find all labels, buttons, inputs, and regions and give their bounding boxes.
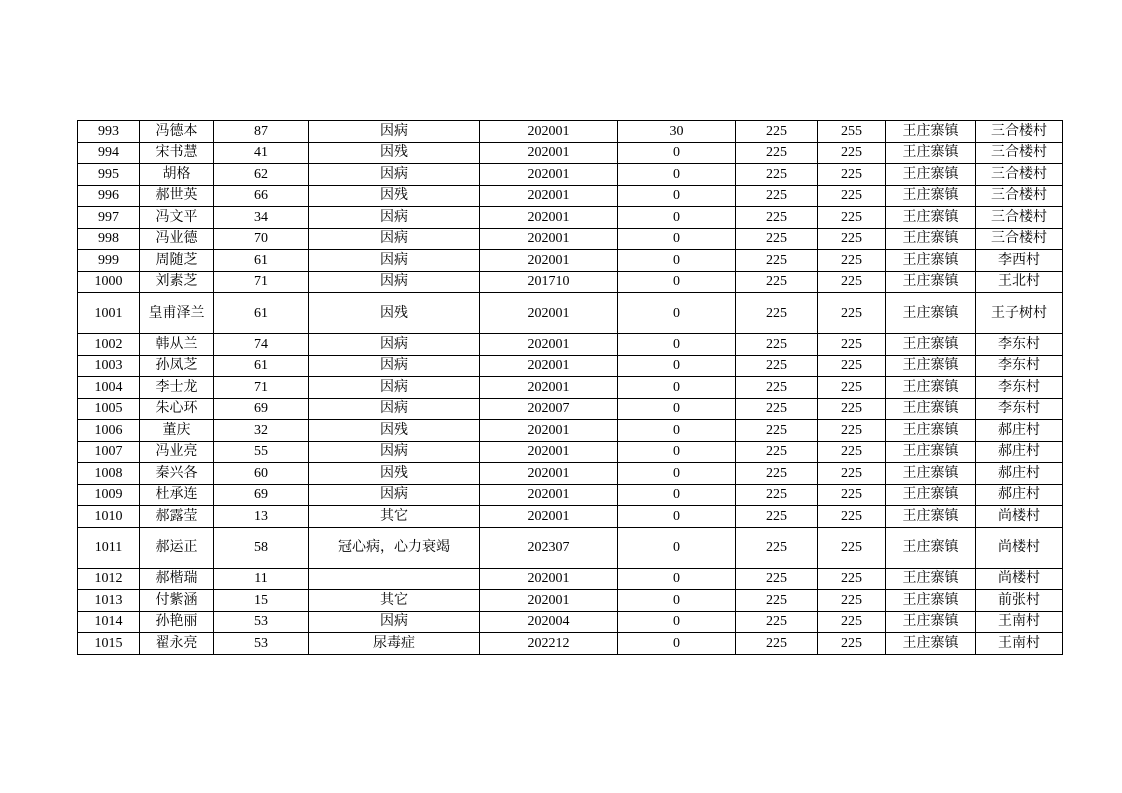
cell-amount-a: 0 (618, 377, 736, 399)
cell-reason: 因病 (309, 164, 480, 186)
table-row (78, 441, 1063, 463)
table-row (78, 121, 1063, 143)
cell-date: 202001 (480, 463, 618, 485)
cell-serial-number: 1012 (78, 568, 140, 590)
cell-age: 53 (214, 633, 309, 655)
cell-amount-a: 0 (618, 250, 736, 272)
cell-reason: 因病 (309, 611, 480, 633)
cell-village: 李东村 (976, 355, 1063, 377)
cell-village: 尚楼村 (976, 568, 1063, 590)
cell-town: 王庄寨镇 (886, 250, 976, 272)
cell-amount-a: 0 (618, 228, 736, 250)
cell-name: 郝露莹 (140, 506, 214, 528)
cell-date: 202001 (480, 484, 618, 506)
cell-amount-b: 225 (736, 398, 818, 420)
cell-amount-b: 225 (736, 334, 818, 356)
cell-town: 王庄寨镇 (886, 293, 976, 334)
cell-town: 王庄寨镇 (886, 484, 976, 506)
cell-amount-c: 225 (818, 441, 886, 463)
cell-town: 王庄寨镇 (886, 420, 976, 442)
cell-age: 71 (214, 377, 309, 399)
cell-amount-a: 0 (618, 355, 736, 377)
cell-name: 冯德本 (140, 121, 214, 143)
cell-serial-number: 1006 (78, 420, 140, 442)
cell-reason: 因残 (309, 420, 480, 442)
cell-age: 58 (214, 527, 309, 568)
table-row (78, 334, 1063, 356)
cell-name: 付紫涵 (140, 590, 214, 612)
cell-amount-a: 0 (618, 590, 736, 612)
cell-date: 202001 (480, 590, 618, 612)
cell-village: 王子树村 (976, 293, 1063, 334)
table-row (78, 293, 1063, 334)
cell-amount-c: 225 (818, 334, 886, 356)
cell-village: 三合楼村 (976, 142, 1063, 164)
cell-amount-c: 225 (818, 527, 886, 568)
table-row (78, 228, 1063, 250)
cell-amount-a: 0 (618, 142, 736, 164)
cell-amount-c: 225 (818, 207, 886, 229)
table-row (78, 355, 1063, 377)
cell-serial-number: 997 (78, 207, 140, 229)
cell-age: 53 (214, 611, 309, 633)
cell-amount-b: 225 (736, 463, 818, 485)
cell-amount-b: 225 (736, 164, 818, 186)
table-row (78, 568, 1063, 590)
cell-age: 61 (214, 293, 309, 334)
cell-amount-c: 225 (818, 633, 886, 655)
cell-date: 202212 (480, 633, 618, 655)
cell-town: 王庄寨镇 (886, 121, 976, 143)
cell-name: 孙艳丽 (140, 611, 214, 633)
cell-amount-b: 225 (736, 506, 818, 528)
cell-name: 冯业亮 (140, 441, 214, 463)
cell-town: 王庄寨镇 (886, 185, 976, 207)
cell-amount-a: 0 (618, 441, 736, 463)
cell-name: 郝楷瑞 (140, 568, 214, 590)
cell-amount-a: 0 (618, 185, 736, 207)
cell-amount-b: 225 (736, 142, 818, 164)
cell-date: 202007 (480, 398, 618, 420)
cell-name: 刘素芝 (140, 271, 214, 293)
cell-village: 三合楼村 (976, 164, 1063, 186)
cell-date: 202001 (480, 142, 618, 164)
cell-amount-c: 225 (818, 250, 886, 272)
cell-reason: 因残 (309, 142, 480, 164)
cell-serial-number: 1003 (78, 355, 140, 377)
cell-amount-b: 225 (736, 228, 818, 250)
cell-name: 韩从兰 (140, 334, 214, 356)
cell-amount-a: 0 (618, 611, 736, 633)
cell-date: 202001 (480, 568, 618, 590)
cell-name: 冯业德 (140, 228, 214, 250)
cell-age: 15 (214, 590, 309, 612)
table-row (78, 164, 1063, 186)
cell-age: 70 (214, 228, 309, 250)
cell-serial-number: 995 (78, 164, 140, 186)
cell-amount-b: 225 (736, 377, 818, 399)
cell-town: 王庄寨镇 (886, 590, 976, 612)
table-row (78, 463, 1063, 485)
cell-serial-number: 1009 (78, 484, 140, 506)
cell-town: 王庄寨镇 (886, 568, 976, 590)
cell-amount-b: 225 (736, 441, 818, 463)
cell-serial-number: 1013 (78, 590, 140, 612)
cell-age: 60 (214, 463, 309, 485)
table-row (78, 611, 1063, 633)
cell-amount-a: 0 (618, 463, 736, 485)
cell-reason: 因病 (309, 250, 480, 272)
cell-town: 王庄寨镇 (886, 271, 976, 293)
table-row (78, 207, 1063, 229)
cell-village: 李东村 (976, 398, 1063, 420)
cell-serial-number: 996 (78, 185, 140, 207)
cell-town: 王庄寨镇 (886, 228, 976, 250)
cell-serial-number: 1005 (78, 398, 140, 420)
table-row (78, 185, 1063, 207)
table-row (78, 142, 1063, 164)
cell-reason: 因残 (309, 293, 480, 334)
cell-amount-b: 225 (736, 271, 818, 293)
cell-amount-c: 225 (818, 185, 886, 207)
cell-amount-c: 225 (818, 164, 886, 186)
cell-amount-a: 0 (618, 420, 736, 442)
cell-age: 66 (214, 185, 309, 207)
cell-age: 32 (214, 420, 309, 442)
cell-age: 13 (214, 506, 309, 528)
cell-age: 74 (214, 334, 309, 356)
cell-serial-number: 1000 (78, 271, 140, 293)
table-row (78, 527, 1063, 568)
cell-reason: 因病 (309, 228, 480, 250)
cell-date: 202001 (480, 164, 618, 186)
cell-date: 202001 (480, 228, 618, 250)
cell-village: 三合楼村 (976, 228, 1063, 250)
cell-serial-number: 998 (78, 228, 140, 250)
cell-town: 王庄寨镇 (886, 527, 976, 568)
cell-date: 202001 (480, 185, 618, 207)
cell-serial-number: 1008 (78, 463, 140, 485)
cell-amount-c: 255 (818, 121, 886, 143)
cell-amount-c: 225 (818, 611, 886, 633)
cell-date: 202001 (480, 207, 618, 229)
cell-village: 郝庄村 (976, 484, 1063, 506)
cell-village: 李东村 (976, 334, 1063, 356)
cell-date: 202001 (480, 420, 618, 442)
cell-amount-a: 0 (618, 334, 736, 356)
cell-date: 202001 (480, 293, 618, 334)
cell-amount-b: 225 (736, 611, 818, 633)
cell-amount-c: 225 (818, 398, 886, 420)
cell-village: 李西村 (976, 250, 1063, 272)
cell-reason: 冠心病，心力衰竭 (309, 527, 480, 568)
cell-age: 62 (214, 164, 309, 186)
cell-date: 201710 (480, 271, 618, 293)
cell-age: 11 (214, 568, 309, 590)
cell-reason: 因病 (309, 441, 480, 463)
cell-village: 王北村 (976, 271, 1063, 293)
cell-amount-b: 225 (736, 527, 818, 568)
cell-amount-a: 0 (618, 207, 736, 229)
table-row (78, 398, 1063, 420)
cell-town: 王庄寨镇 (886, 463, 976, 485)
cell-name: 杜承连 (140, 484, 214, 506)
cell-serial-number: 1007 (78, 441, 140, 463)
cell-serial-number: 1011 (78, 527, 140, 568)
cell-reason: 其它 (309, 506, 480, 528)
cell-age: 61 (214, 355, 309, 377)
cell-serial-number: 1004 (78, 377, 140, 399)
cell-serial-number: 1014 (78, 611, 140, 633)
cell-date: 202001 (480, 506, 618, 528)
cell-name: 宋书慧 (140, 142, 214, 164)
cell-name: 郝世英 (140, 185, 214, 207)
cell-village: 郝庄村 (976, 463, 1063, 485)
cell-village: 尚楼村 (976, 527, 1063, 568)
cell-reason: 尿毒症 (309, 633, 480, 655)
cell-serial-number: 1015 (78, 633, 140, 655)
cell-amount-b: 225 (736, 484, 818, 506)
cell-reason (309, 568, 480, 590)
cell-reason: 因病 (309, 271, 480, 293)
cell-amount-a: 0 (618, 506, 736, 528)
cell-name: 孙凤芝 (140, 355, 214, 377)
table-row (78, 484, 1063, 506)
cell-village: 尚楼村 (976, 506, 1063, 528)
cell-serial-number: 994 (78, 142, 140, 164)
cell-name: 秦兴各 (140, 463, 214, 485)
cell-village: 三合楼村 (976, 121, 1063, 143)
cell-village: 三合楼村 (976, 207, 1063, 229)
cell-serial-number: 993 (78, 121, 140, 143)
table-row (78, 506, 1063, 528)
cell-amount-b: 225 (736, 633, 818, 655)
cell-amount-b: 225 (736, 250, 818, 272)
cell-amount-b: 225 (736, 293, 818, 334)
cell-amount-a: 0 (618, 398, 736, 420)
cell-age: 61 (214, 250, 309, 272)
cell-date: 202001 (480, 334, 618, 356)
cell-reason: 因残 (309, 185, 480, 207)
cell-amount-c: 225 (818, 484, 886, 506)
cell-serial-number: 1001 (78, 293, 140, 334)
cell-date: 202001 (480, 250, 618, 272)
cell-town: 王庄寨镇 (886, 441, 976, 463)
cell-amount-c: 225 (818, 355, 886, 377)
cell-amount-a: 0 (618, 293, 736, 334)
cell-reason: 因残 (309, 463, 480, 485)
table-row (78, 250, 1063, 272)
cell-amount-a: 30 (618, 121, 736, 143)
cell-age: 87 (214, 121, 309, 143)
table-row (78, 633, 1063, 655)
cell-amount-b: 225 (736, 420, 818, 442)
cell-village: 王南村 (976, 633, 1063, 655)
cell-serial-number: 999 (78, 250, 140, 272)
cell-age: 69 (214, 484, 309, 506)
cell-amount-b: 225 (736, 355, 818, 377)
cell-age: 55 (214, 441, 309, 463)
cell-village: 三合楼村 (976, 185, 1063, 207)
cell-amount-b: 225 (736, 185, 818, 207)
cell-amount-c: 225 (818, 420, 886, 442)
cell-name: 皇甫泽兰 (140, 293, 214, 334)
cell-amount-b: 225 (736, 590, 818, 612)
table-row (78, 271, 1063, 293)
cell-amount-a: 0 (618, 164, 736, 186)
cell-name: 朱心环 (140, 398, 214, 420)
cell-town: 王庄寨镇 (886, 207, 976, 229)
table-row (78, 590, 1063, 612)
cell-amount-a: 0 (618, 271, 736, 293)
cell-town: 王庄寨镇 (886, 611, 976, 633)
cell-amount-c: 225 (818, 377, 886, 399)
cell-reason: 因病 (309, 334, 480, 356)
cell-amount-c: 225 (818, 463, 886, 485)
cell-amount-a: 0 (618, 568, 736, 590)
cell-amount-b: 225 (736, 207, 818, 229)
cell-amount-c: 225 (818, 293, 886, 334)
cell-amount-c: 225 (818, 271, 886, 293)
records-table (77, 120, 1063, 655)
cell-village: 王南村 (976, 611, 1063, 633)
cell-name: 周随芝 (140, 250, 214, 272)
cell-town: 王庄寨镇 (886, 398, 976, 420)
cell-age: 71 (214, 271, 309, 293)
cell-town: 王庄寨镇 (886, 506, 976, 528)
cell-name: 郝运正 (140, 527, 214, 568)
cell-date: 202001 (480, 121, 618, 143)
cell-name: 冯文平 (140, 207, 214, 229)
cell-serial-number: 1002 (78, 334, 140, 356)
cell-reason: 因病 (309, 484, 480, 506)
cell-reason: 因病 (309, 207, 480, 229)
cell-reason: 因病 (309, 121, 480, 143)
cell-town: 王庄寨镇 (886, 377, 976, 399)
cell-reason: 因病 (309, 398, 480, 420)
cell-town: 王庄寨镇 (886, 633, 976, 655)
cell-age: 41 (214, 142, 309, 164)
cell-amount-c: 225 (818, 228, 886, 250)
cell-amount-c: 225 (818, 590, 886, 612)
cell-name: 胡格 (140, 164, 214, 186)
cell-town: 王庄寨镇 (886, 142, 976, 164)
cell-reason: 因病 (309, 377, 480, 399)
table-row (78, 420, 1063, 442)
cell-reason: 其它 (309, 590, 480, 612)
cell-amount-c: 225 (818, 142, 886, 164)
cell-amount-b: 225 (736, 121, 818, 143)
cell-name: 翟永亮 (140, 633, 214, 655)
cell-reason: 因病 (309, 355, 480, 377)
cell-village: 李东村 (976, 377, 1063, 399)
cell-amount-a: 0 (618, 633, 736, 655)
cell-date: 202001 (480, 377, 618, 399)
cell-name: 李士龙 (140, 377, 214, 399)
cell-age: 69 (214, 398, 309, 420)
cell-town: 王庄寨镇 (886, 355, 976, 377)
cell-name: 董庆 (140, 420, 214, 442)
cell-amount-a: 0 (618, 484, 736, 506)
cell-age: 34 (214, 207, 309, 229)
table-row (78, 377, 1063, 399)
cell-village: 郝庄村 (976, 441, 1063, 463)
cell-amount-c: 225 (818, 568, 886, 590)
cell-village: 郝庄村 (976, 420, 1063, 442)
cell-date: 202001 (480, 441, 618, 463)
cell-amount-b: 225 (736, 568, 818, 590)
cell-town: 王庄寨镇 (886, 334, 976, 356)
records-body (78, 121, 1063, 655)
cell-date: 202307 (480, 527, 618, 568)
cell-village: 前张村 (976, 590, 1063, 612)
cell-date: 202001 (480, 355, 618, 377)
cell-amount-a: 0 (618, 527, 736, 568)
cell-date: 202004 (480, 611, 618, 633)
cell-amount-c: 225 (818, 506, 886, 528)
cell-town: 王庄寨镇 (886, 164, 976, 186)
cell-serial-number: 1010 (78, 506, 140, 528)
